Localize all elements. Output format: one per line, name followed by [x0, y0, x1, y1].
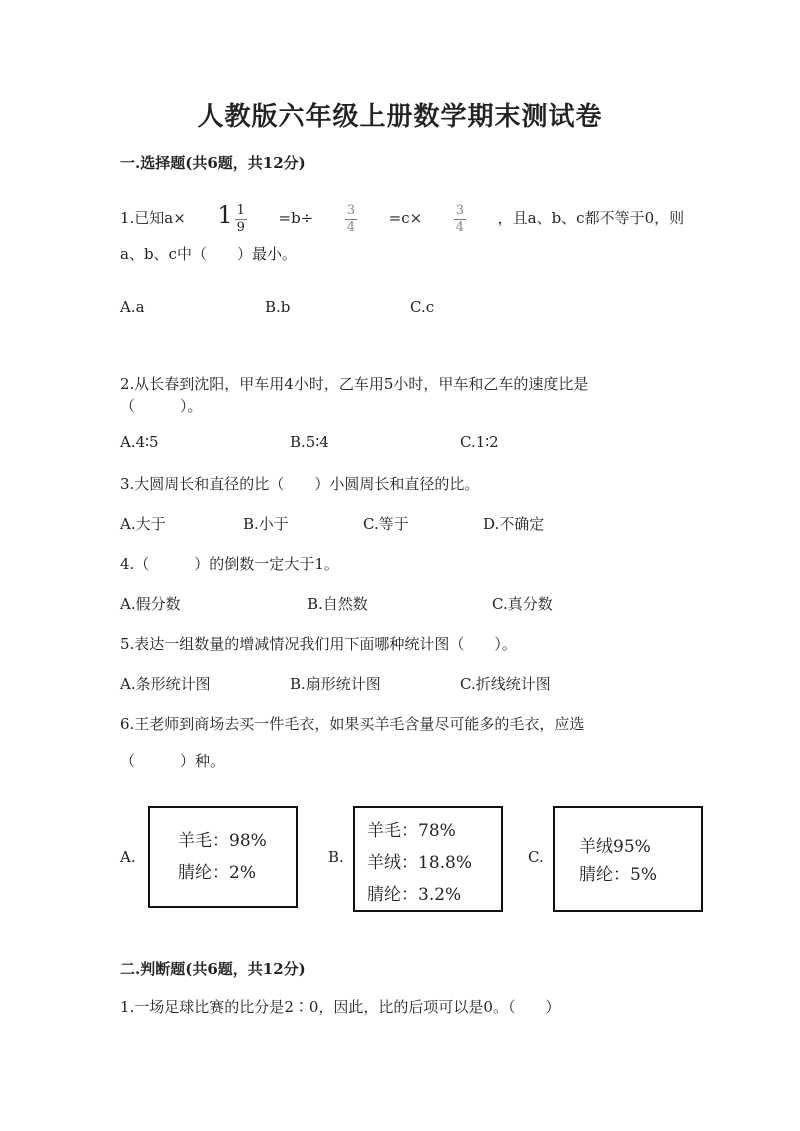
judgment-question-1: 1.一场足球比赛的比分是2∶0，因此，比的后项可以是0。（ ）: [120, 998, 561, 1016]
question-6-line2: （ ）种。: [120, 752, 226, 770]
q1-option-b[interactable]: B.b: [265, 298, 291, 316]
question-5: 5.表达一组数量的增减情况我们用下面哪种统计图（ ）。: [120, 635, 517, 653]
question-2-line2: （ ）。: [120, 397, 203, 415]
q5-option-b[interactable]: B.扇形统计图: [290, 675, 381, 693]
q3-option-b[interactable]: B.小于: [243, 515, 289, 533]
fraction-2: $\frac{3}{4}$: [455, 202, 465, 235]
question-1-mid1: =b÷: [278, 209, 314, 227]
fabric-label-box-a: [148, 806, 298, 908]
page-title: 人教版六年级上册数学期末测试卷: [197, 102, 603, 132]
q3-option-c[interactable]: C.等于: [363, 515, 409, 533]
box-b-line-3: 腈纶：3.2%: [367, 885, 462, 905]
q6-option-a[interactable]: A.: [120, 848, 136, 866]
question-1-prefix: 1.已知a×: [120, 209, 186, 227]
q2-option-c[interactable]: C.1∶2: [460, 433, 499, 451]
box-c-line-1: 羊绒95%: [579, 837, 651, 857]
mixed-number-whole: 1: [217, 201, 233, 229]
box-c-line-2: 腈纶：5%: [579, 865, 657, 885]
question-4: 4.（ ）的倒数一定大于1。: [120, 555, 339, 573]
question-2: 2.从长春到沈阳，甲车用4小时，乙车用5小时，甲车和乙车的速度比是: [120, 375, 589, 393]
q2-option-a[interactable]: A.4∶5: [120, 433, 159, 451]
fabric-label-box-b: [353, 806, 503, 912]
question-1-line2: a、b、c中（ ）最小。: [120, 245, 297, 263]
question-6: 6.王老师到商场去买一件毛衣，如果买羊毛含量尽可能多的毛衣，应选: [120, 715, 585, 733]
mixed-number-fraction: $\frac{1}{9}$: [236, 202, 245, 235]
q4-option-c[interactable]: C.真分数: [492, 595, 553, 613]
question-1: [120, 198, 685, 235]
fabric-label-box-c: [553, 806, 703, 912]
q3-option-d[interactable]: D.不确定: [483, 515, 545, 533]
q1-option-a[interactable]: A.a: [120, 298, 145, 316]
q5-option-a[interactable]: A.条形统计图: [120, 675, 211, 693]
box-a-line-2: 腈纶：2%: [178, 863, 256, 883]
question-3: 3.大圆周长和直径的比（ ）小圆周长和直径的比。: [120, 475, 480, 493]
question-1-suffix: ，且a、b、c都不等于0，则: [497, 209, 685, 227]
q3-option-a[interactable]: A.大于: [120, 515, 166, 533]
fraction-1: $\frac{3}{4}$: [346, 202, 356, 235]
box-b-line-2: 羊绒：18.8%: [367, 853, 473, 873]
box-a-line-1: 羊毛：98%: [178, 831, 267, 851]
section-heading-choice: 一.选择题(共6题，共12分): [120, 154, 306, 172]
q6-option-c[interactable]: C.: [528, 848, 544, 866]
q2-option-b[interactable]: B.5∶4: [290, 433, 329, 451]
q5-option-c[interactable]: C.折线统计图: [460, 675, 551, 693]
q6-option-b[interactable]: B.: [328, 848, 344, 866]
box-b-line-1: 羊毛：78%: [367, 821, 456, 841]
q1-option-c[interactable]: C.c: [410, 298, 435, 316]
question-1-mid2: =c×: [388, 209, 423, 227]
q4-option-b[interactable]: B.自然数: [307, 595, 368, 613]
q4-option-a[interactable]: A.假分数: [120, 595, 181, 613]
section-heading-judgment: 二.判断题(共6题，共12分): [120, 960, 306, 978]
